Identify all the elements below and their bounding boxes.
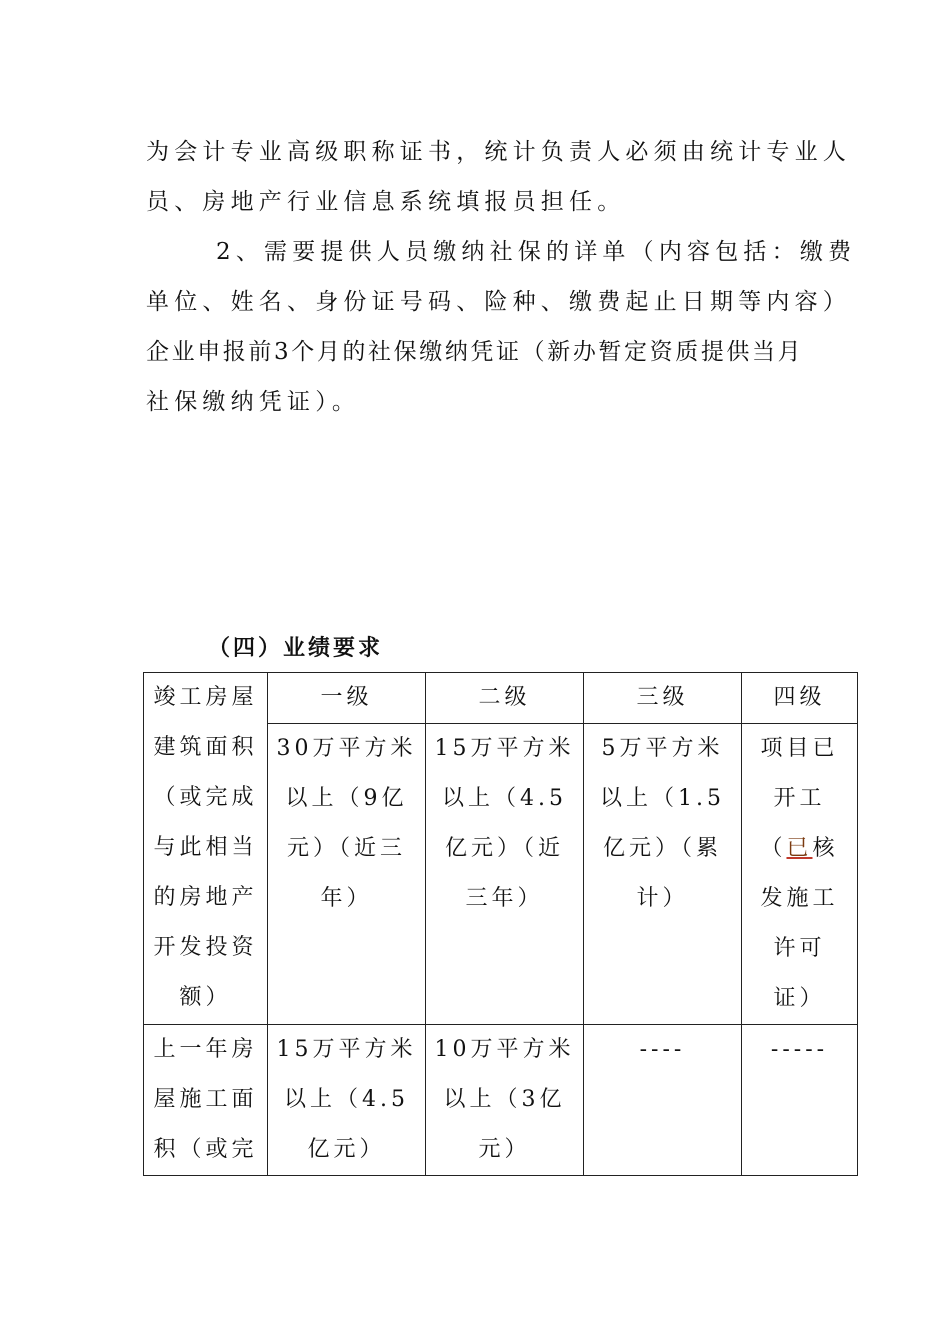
level-2-line: 亿元）（近 (444, 836, 564, 861)
level-4-marked-suffix: 核 (812, 836, 839, 861)
level-1-line: 元）（近三 (286, 836, 406, 861)
row1-label-line: （或完成 (153, 785, 258, 810)
row2-level-2-line: 以上（3亿 (443, 1087, 566, 1112)
section-heading: （四）业绩要求 (208, 635, 384, 661)
level-1-line: 年） (320, 886, 373, 911)
table-row (144, 1025, 858, 1176)
level-3-line: 以上（1.5 (600, 786, 725, 811)
row1-label-cell (144, 673, 268, 1025)
paragraph-line-5: 企业申报前3个月的社保缴纳凭证（新办暂定资质提供当月 (146, 339, 804, 365)
level-4-line: 发施工 (760, 886, 839, 911)
row1-label-line: 额） (179, 985, 232, 1010)
row2-label-line: 积（或完 (153, 1137, 258, 1162)
level-2-line: 三年） (465, 886, 544, 911)
level-4-line: 许可 (773, 936, 826, 961)
level-4-marked-prefix: （ (760, 836, 787, 861)
level-3-cell (584, 724, 742, 1025)
row2-level-4-cell: ----- (742, 1025, 858, 1176)
paragraph-line-2: 员、房地产行业信息系统填报员担任。 (146, 189, 626, 215)
level-3-line: 亿元）（累 (602, 836, 722, 861)
spellcheck-marked-char: 已 (786, 836, 813, 861)
level-4-marked-line (748, 824, 851, 874)
level-2-line: 15万平方米 (434, 736, 575, 761)
row2-level-2-line: 10万平方米 (434, 1037, 575, 1062)
row2-level-2-line: 元） (478, 1137, 531, 1162)
paragraph-line-6: 社保缴纳凭证）。 (146, 389, 361, 415)
row1-label-line: 开发投资 (153, 935, 258, 960)
performance-requirements-table (143, 672, 858, 1176)
paragraph-line-4: 单位、姓名、身份证号码、险种、缴费起止日期等内容） (146, 289, 851, 315)
level-4-cell (742, 724, 858, 1025)
row1-label-line: 建筑面积 (153, 735, 258, 760)
row2-level-1-line: 亿元） (307, 1137, 386, 1162)
paragraph-line-1: 为会计专业高级职称证书，统计负责人必须由统计专业人 (146, 139, 851, 165)
row1-label-line: 与此相当 (153, 835, 258, 860)
row2-level-1-cell (268, 1025, 426, 1176)
row2-label-line: 屋施工面 (153, 1087, 258, 1112)
level-4-line: 证） (773, 986, 826, 1011)
row1-label-line: 的房地产 (153, 885, 258, 910)
level-4-line: 项目已 (760, 736, 839, 761)
row2-level-3-cell: ---- (584, 1025, 742, 1176)
paragraph-line-3: 2、需要提供人员缴纳社保的详单（内容包括：缴费 (216, 239, 857, 265)
level-1-cell (268, 724, 426, 1025)
row2-label-line: 上一年房 (153, 1037, 258, 1062)
level-4-line: 开工 (773, 786, 826, 811)
level-4-header: 四级 (742, 673, 858, 724)
row2-label-cell (144, 1025, 268, 1176)
level-3-line: 计） (636, 886, 689, 911)
level-1-line: 30万平方米 (276, 736, 417, 761)
level-2-line: 以上（4.5 (442, 786, 567, 811)
row1-label-line: 竣工房屋 (153, 685, 258, 710)
level-2-header: 二级 (426, 673, 584, 724)
level-3-line: 5万平方米 (601, 736, 724, 761)
level-1-line: 以上（9亿 (285, 786, 408, 811)
level-1-header: 一级 (268, 673, 426, 724)
row2-level-2-cell (426, 1025, 584, 1176)
table-header-row (144, 673, 858, 724)
level-3-header: 三级 (584, 673, 742, 724)
row2-level-1-line: 15万平方米 (276, 1037, 417, 1062)
row2-level-1-line: 以上（4.5 (284, 1087, 409, 1112)
level-2-cell (426, 724, 584, 1025)
